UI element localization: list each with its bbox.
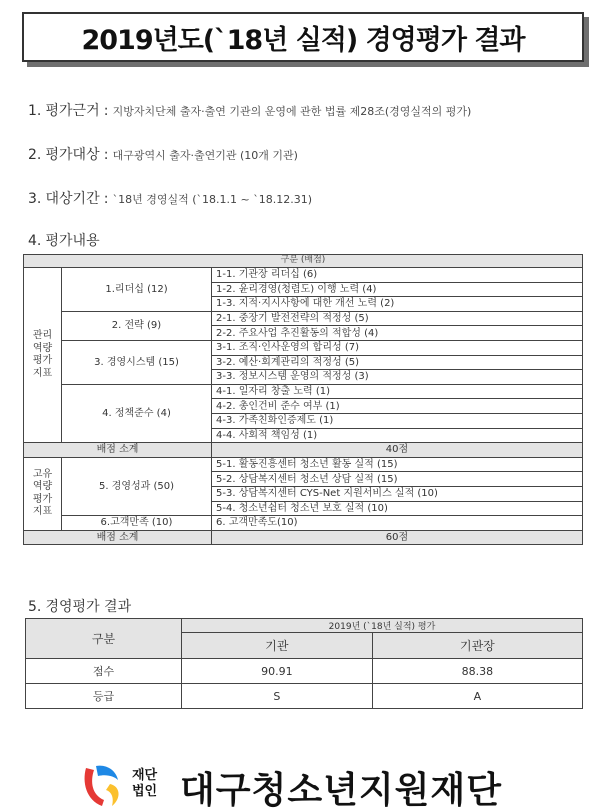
subtotal-row — [24, 530, 583, 545]
criteria-item: 3-3. 정보시스템 운영의 적정성 (3) — [212, 370, 583, 385]
section-target — [28, 144, 298, 164]
title-box — [22, 12, 584, 62]
section-label: 평가내용 — [45, 233, 100, 249]
section-number: 5. — [28, 599, 42, 615]
org-name: 대구청소년지원재단 — [180, 770, 502, 811]
group-management: 관리 역량 평가 지표 — [24, 268, 62, 443]
section-label: 평가대상 — [45, 147, 100, 163]
category-strategy: 2. 전략 (9) — [62, 311, 212, 340]
grade-org: S — [182, 684, 373, 709]
criteria-item: 4-4. 사회적 책임성 (1) — [212, 428, 583, 443]
section-colon: : — [103, 147, 109, 163]
category-policy: 4. 정책준수 (4) — [62, 384, 212, 442]
category-system: 3. 경영시스템 (15) — [62, 340, 212, 384]
score-label: 점수 — [26, 659, 182, 684]
criteria-item: 4-1. 일자리 창출 노력 (1) — [212, 384, 583, 399]
criteria-table — [23, 254, 583, 545]
results-col-org: 기관 — [182, 633, 373, 659]
criteria-header-row — [24, 255, 583, 268]
section-basis — [28, 100, 471, 120]
results-col-header: 구분 — [26, 619, 182, 659]
results-header-row — [26, 619, 583, 633]
section-text: 대구광역시 출자·출연기관 (10개 기관) — [112, 149, 298, 162]
criteria-item: 5-1. 활동진흥센터 청소년 활동 실적 (15) — [212, 457, 583, 472]
criteria-item: 3-1. 조직·인사운영의 합리성 (7) — [212, 340, 583, 355]
results-col-ceo: 기관장 — [372, 633, 582, 659]
score-ceo: 88.38 — [372, 659, 582, 684]
grade-label: 등급 — [26, 684, 182, 709]
table-row — [24, 268, 583, 283]
corp-line: 재단 — [132, 768, 158, 783]
grade-ceo: A — [372, 684, 582, 709]
section-number: 2. — [28, 147, 42, 163]
criteria-item: 4-3. 가족친화인증제도 (1) — [212, 413, 583, 428]
criteria-item: 1-1. 기관장 리더십 (6) — [212, 268, 583, 283]
section-period — [28, 188, 312, 208]
results-table — [25, 618, 583, 709]
criteria-item: 5-2. 상담복지센터 청소년 상담 실적 (15) — [212, 472, 583, 487]
results-period: 2019년 (`18년 실적) 평가 — [182, 619, 583, 633]
section-text: 지방자치단체 출자·출연 기관의 운영에 관한 법률 제28조(경영실적의 평가) — [112, 105, 472, 118]
table-row — [24, 311, 583, 326]
section-number: 4. — [28, 233, 42, 249]
page-title: 2019년도(`18년 실적) 경영평가 결과 — [81, 24, 525, 56]
table-row — [24, 457, 583, 472]
section-text: `18년 경영실적 (`18.1.1 ~ `18.12.31) — [112, 193, 312, 206]
section-colon: : — [103, 103, 109, 119]
footer — [80, 762, 520, 812]
section-label: 경영평가 결과 — [45, 599, 132, 615]
score-org: 90.91 — [182, 659, 373, 684]
subtotal-label: 배점 소계 — [24, 530, 212, 545]
criteria-item: 1-3. 지적·지시사항에 대한 개선 노력 (2) — [212, 297, 583, 312]
table-row — [24, 384, 583, 399]
subtotal-row — [24, 443, 583, 458]
category-leadership: 1.리더십 (12) — [62, 268, 212, 312]
criteria-item: 2-2. 주요사업 추진활동의 적합성 (4) — [212, 326, 583, 341]
criteria-item: 5-3. 상담복지센터 CYS-Net 지원서비스 실적 (10) — [212, 486, 583, 501]
table-row — [24, 340, 583, 355]
foundation-logo-icon — [80, 762, 126, 810]
section-colon: : — [103, 191, 109, 207]
section-content — [28, 230, 100, 250]
criteria-item: 1-2. 윤리경영(청렴도) 이행 노력 (4) — [212, 282, 583, 297]
table-row — [26, 659, 583, 684]
subtotal-value: 40점 — [212, 443, 583, 458]
category-performance: 5. 경영성과 (50) — [62, 457, 212, 515]
criteria-item: 6. 고객만족도(10) — [212, 516, 583, 531]
corp-line: 법인 — [132, 784, 158, 799]
criteria-item: 2-1. 중장기 발전전략의 적정성 (5) — [212, 311, 583, 326]
table-row — [26, 684, 583, 709]
group-core: 고유 역량 평가 지표 — [24, 457, 62, 530]
criteria-item: 5-4. 청소년쉼터 청소년 보호 실적 (10) — [212, 501, 583, 516]
criteria-header: 구분 (배점) — [24, 255, 583, 268]
corp-label — [132, 768, 162, 800]
subtotal-value: 60점 — [212, 530, 583, 545]
category-satisfaction: 6.고객만족 (10) — [62, 516, 212, 531]
section-number: 3. — [28, 191, 42, 207]
criteria-item: 3-2. 예산·회계관리의 적정성 (5) — [212, 355, 583, 370]
criteria-item: 4-2. 총인건비 준수 여부 (1) — [212, 399, 583, 414]
section-label: 대상기간 — [45, 191, 100, 207]
section-results — [28, 596, 131, 616]
subtotal-label: 배점 소계 — [24, 443, 212, 458]
section-number: 1. — [28, 103, 42, 119]
section-label: 평가근거 — [45, 103, 100, 119]
table-row — [24, 516, 583, 531]
